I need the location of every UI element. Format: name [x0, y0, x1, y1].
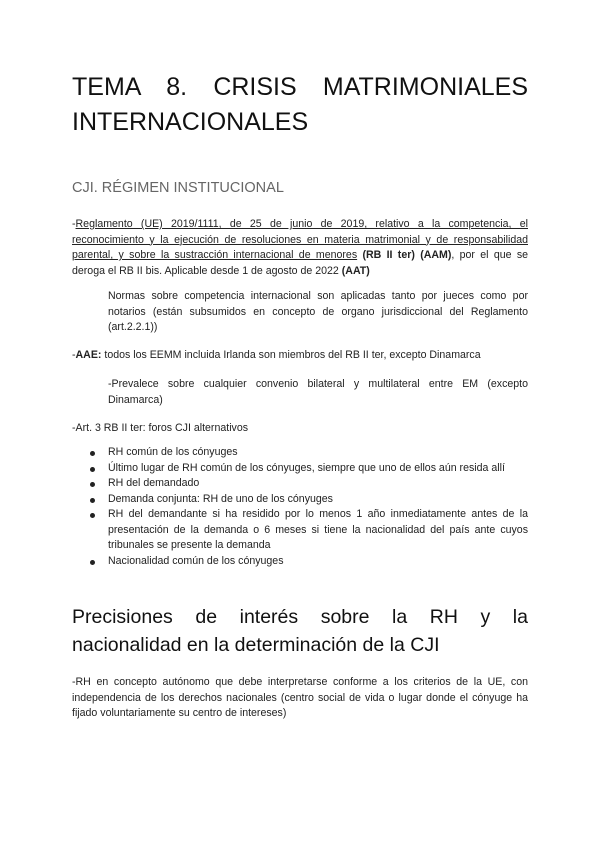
- aae-text: todos los EEMM incluida Irlanda son miembros del RB II ter, excepto Dinamarca: [101, 349, 481, 361]
- reglamento-paragraph: [72, 217, 528, 279]
- normas-paragraph: Normas sobre competencia internacional son aplicadas tanto por jueces como por notarios (están subsumidos en concepto de organo jurisdiccional del Reglamento (art.2.2.1)): [108, 290, 528, 333]
- list-item: RH del demandado: [72, 476, 528, 492]
- section-heading-precisiones: [72, 603, 528, 659]
- aae-bold: AAE:: [75, 349, 102, 361]
- reglamento-bold-aat: (AAT): [341, 264, 370, 277]
- bullet-icon: [90, 498, 95, 503]
- aae-dash: -: [72, 349, 76, 361]
- bullet-icon: [90, 513, 95, 518]
- title-line-1: TEMA 8. CRISIS MATRIMONIALES: [72, 73, 528, 101]
- foros-list: [72, 445, 528, 569]
- reglamento-link[interactable]: Reglamento (UE) 2019/1111, de 25 de junio de 2019, relativo a la competencia, el reconocimiento y la ejecución de resoluciones en materia matrimonial y de responsabilidad parental, y sobre la sustracción internacional de menores: [72, 218, 528, 261]
- list-item: Nacionalidad común de los cónyuges: [72, 554, 528, 570]
- section-subtitle: CJI. RÉGIMEN INSTITUCIONAL: [72, 180, 284, 196]
- rh-concepto-paragraph: -RH en concepto autónomo que debe interpretarse conforme a los criterios de la UE, con independencia de los derechos nacionales (centro social de vida o lugar donde el cónyuge ha fijado voluntariamente su centro de intereses): [72, 676, 528, 719]
- title-line-2: INTERNACIONALES: [72, 108, 309, 136]
- reglamento-mid: , por el que se deroga el RB II bis. Aplicable desde 1 de agosto de 2022: [72, 249, 529, 277]
- bullet-icon: [90, 482, 95, 487]
- heading2-line-1: Precisiones de interés sobre la RH y la: [72, 606, 528, 628]
- art3-paragraph: -Art. 3 RB II ter: foros CJI alternativos: [72, 422, 249, 434]
- list-item: Último lugar de RH común de los cónyuges, siempre que uno de ellos aún resida allí: [72, 461, 528, 477]
- bullet-icon: [90, 451, 95, 456]
- reglamento-bold-rbii: (RB II ter): [362, 249, 415, 261]
- reglamento-dash: -: [72, 218, 76, 230]
- list-item: RH del demandante si ha residido por lo menos 1 año inmediatamente antes de la presentación de la demanda o 6 meses si tiene la nacionalidad del país ante cuyos tribunales se presente la demanda: [72, 507, 528, 554]
- list-item: Demanda conjunta: RH de uno de los cónyuges: [72, 492, 528, 508]
- bullet-icon: [90, 560, 95, 565]
- list-item: RH común de los cónyuges: [72, 445, 528, 461]
- page-title: [72, 70, 528, 140]
- heading2-line-2: nacionalidad en la determinación de la CJI: [72, 634, 440, 656]
- reglamento-bold-aam: (AAM): [420, 249, 452, 261]
- aae-paragraph: [72, 348, 528, 364]
- prevalece-paragraph: -Prevalece sobre cualquier convenio bilateral y multilateral entre EM (excepto Dinamarca): [108, 378, 528, 406]
- bullet-icon: [90, 467, 95, 472]
